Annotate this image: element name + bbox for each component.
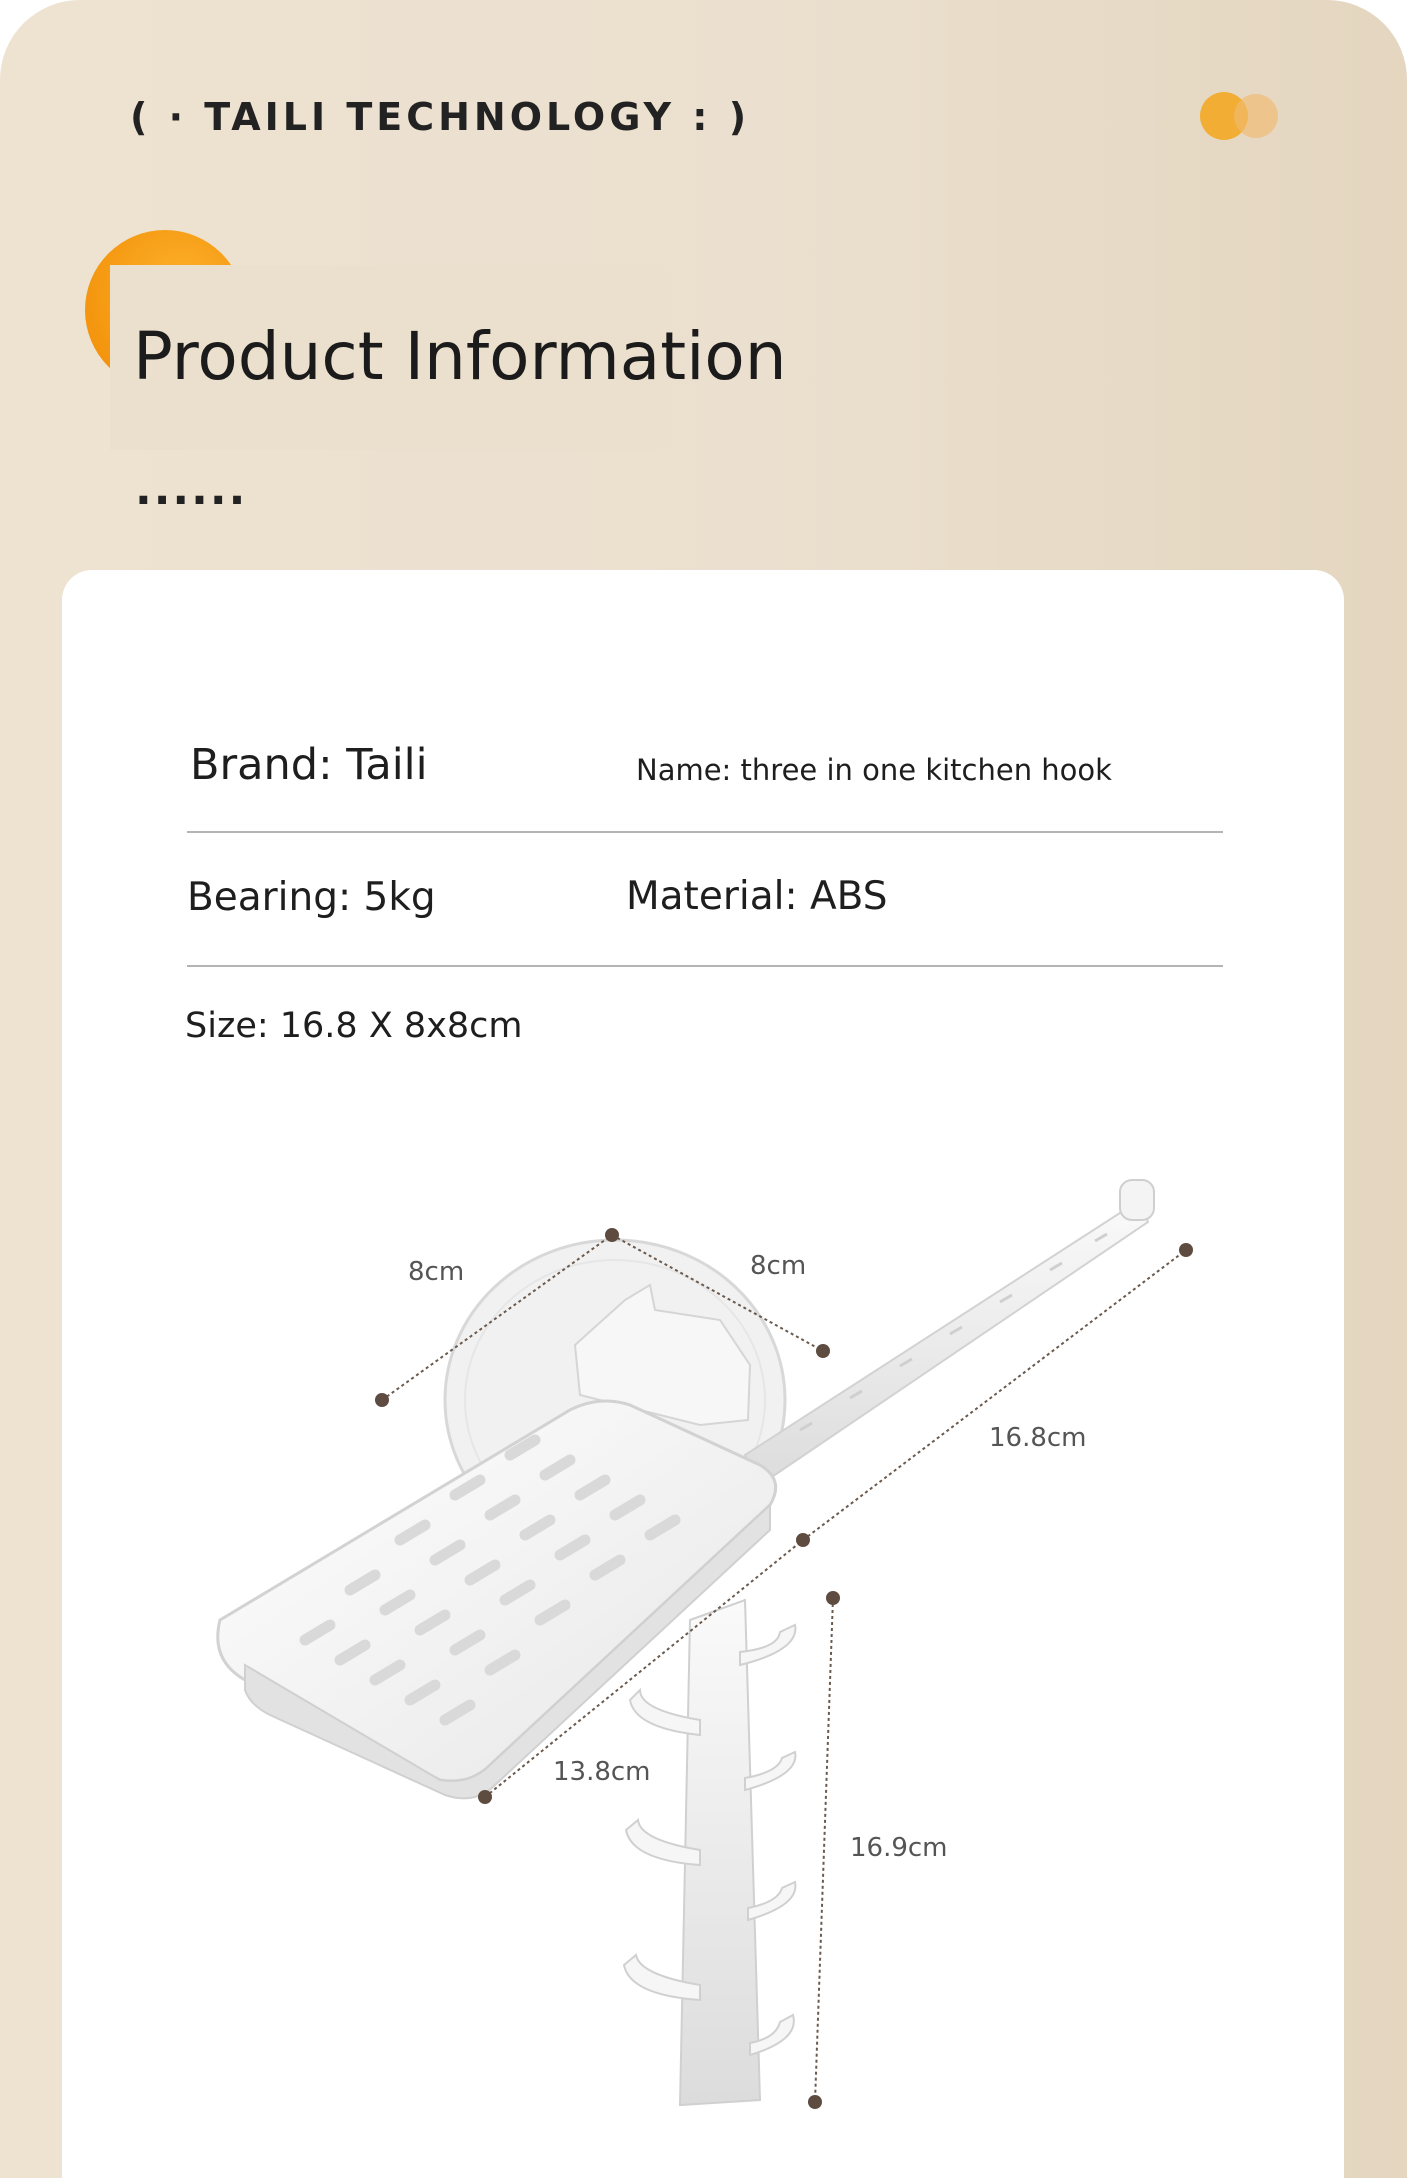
title-ellipsis: ......: [135, 464, 248, 515]
brand-header: ( · TAILI TECHNOLOGY : ): [130, 95, 751, 139]
dimension-label-width-right: 8cm: [750, 1251, 807, 1281]
spec-brand: Brand: Taili: [190, 740, 428, 790]
dimension-label-rod-length: 16.8cm: [989, 1423, 1087, 1453]
spec-material: Material: ABS: [626, 874, 888, 919]
spec-size: Size: 16.8 X 8x8cm: [185, 1006, 523, 1046]
kitchen-hook-rack-icon: [218, 1180, 1154, 2105]
dimension-label-width-left: 8cm: [408, 1257, 465, 1287]
spec-bearing: Bearing: 5kg: [187, 875, 436, 920]
page-title: Product Information: [133, 318, 787, 395]
dimension-label-hook-height: 16.9cm: [850, 1833, 948, 1863]
spec-name: Name: three in one kitchen hook: [636, 753, 1112, 787]
dimension-label-tray-length: 13.8cm: [553, 1757, 651, 1787]
